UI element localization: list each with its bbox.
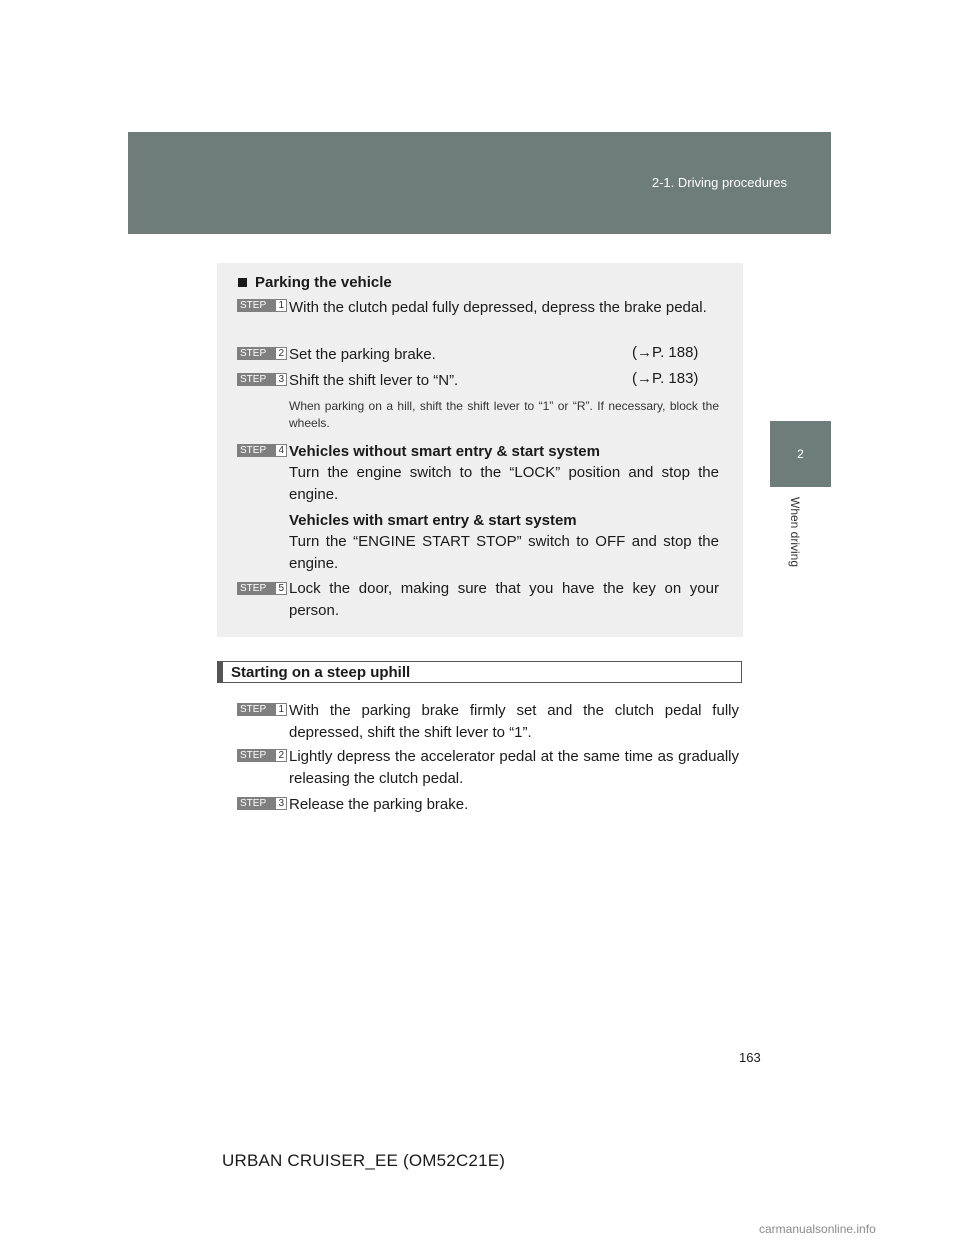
step-badge: STEP 1 <box>237 703 287 716</box>
parking-heading <box>238 274 392 291</box>
step-badge: STEP 2 <box>237 347 287 360</box>
parking-step-4-text-a: Turn the engine switch to the “LOCK” position and stop the engine. <box>289 464 719 503</box>
step-badge: STEP 5 <box>237 582 287 595</box>
section-marker <box>218 662 223 682</box>
parking-step-4-subtitle-a: Vehicles without smart entry & start system <box>289 443 600 460</box>
model-code: URBAN CRUISER_EE (OM52C21E) <box>222 1151 506 1170</box>
uphill-step-1-text: With the parking brake firmly set and the clutch pedal fully depressed, shift the shift lever to “1”. <box>289 702 739 741</box>
section-title: 2-1. Driving procedures <box>651 175 787 190</box>
parking-step-4-text-b: Turn the “ENGINE START STOP” switch to OFF and stop the engine. <box>289 533 719 572</box>
chapter-tab: 2 <box>770 421 831 487</box>
page-reference: (→P. 188) <box>632 344 699 361</box>
parking-step-3-text: Shift the shift lever to “N”. <box>289 372 459 389</box>
square-bullet-icon <box>238 278 247 287</box>
step-badge: STEP 3 <box>237 797 287 810</box>
uphill-title: Starting on a steep uphill <box>231 664 411 681</box>
header-band <box>128 132 831 234</box>
step-badge: STEP 4 <box>237 444 287 457</box>
parking-step-1-text: With the clutch pedal fully depressed, depress the brake pedal. <box>289 299 707 316</box>
parking-step-2-text: Set the parking brake. <box>289 346 436 363</box>
section-heading-bar <box>217 661 742 683</box>
step-badge: STEP 2 <box>237 749 287 762</box>
parking-note: When parking on a hill, shift the shift lever to “1” or “R”. If necessary, block the wheels. <box>289 399 719 430</box>
parking-step-4-subtitle-b: Vehicles with smart entry & start system <box>289 512 577 529</box>
watermark: carmanualsonline.info <box>759 1222 876 1236</box>
step-badge: STEP 3 <box>237 373 287 386</box>
chapter-label: When driving <box>788 497 802 568</box>
uphill-step-3-text: Release the parking brake. <box>289 796 469 813</box>
parking-step-5-text: Lock the door, making sure that you have the key on your person. <box>289 580 719 619</box>
uphill-step-2-text: Lightly depress the accelerator pedal at the same time as gradually releasing the clutch pedal. <box>289 748 739 787</box>
step-badge: STEP 1 <box>237 299 287 312</box>
page-reference: (→P. 183) <box>632 370 699 387</box>
page-number: 163 <box>739 1050 761 1065</box>
parking-title: Parking the vehicle <box>255 274 392 291</box>
